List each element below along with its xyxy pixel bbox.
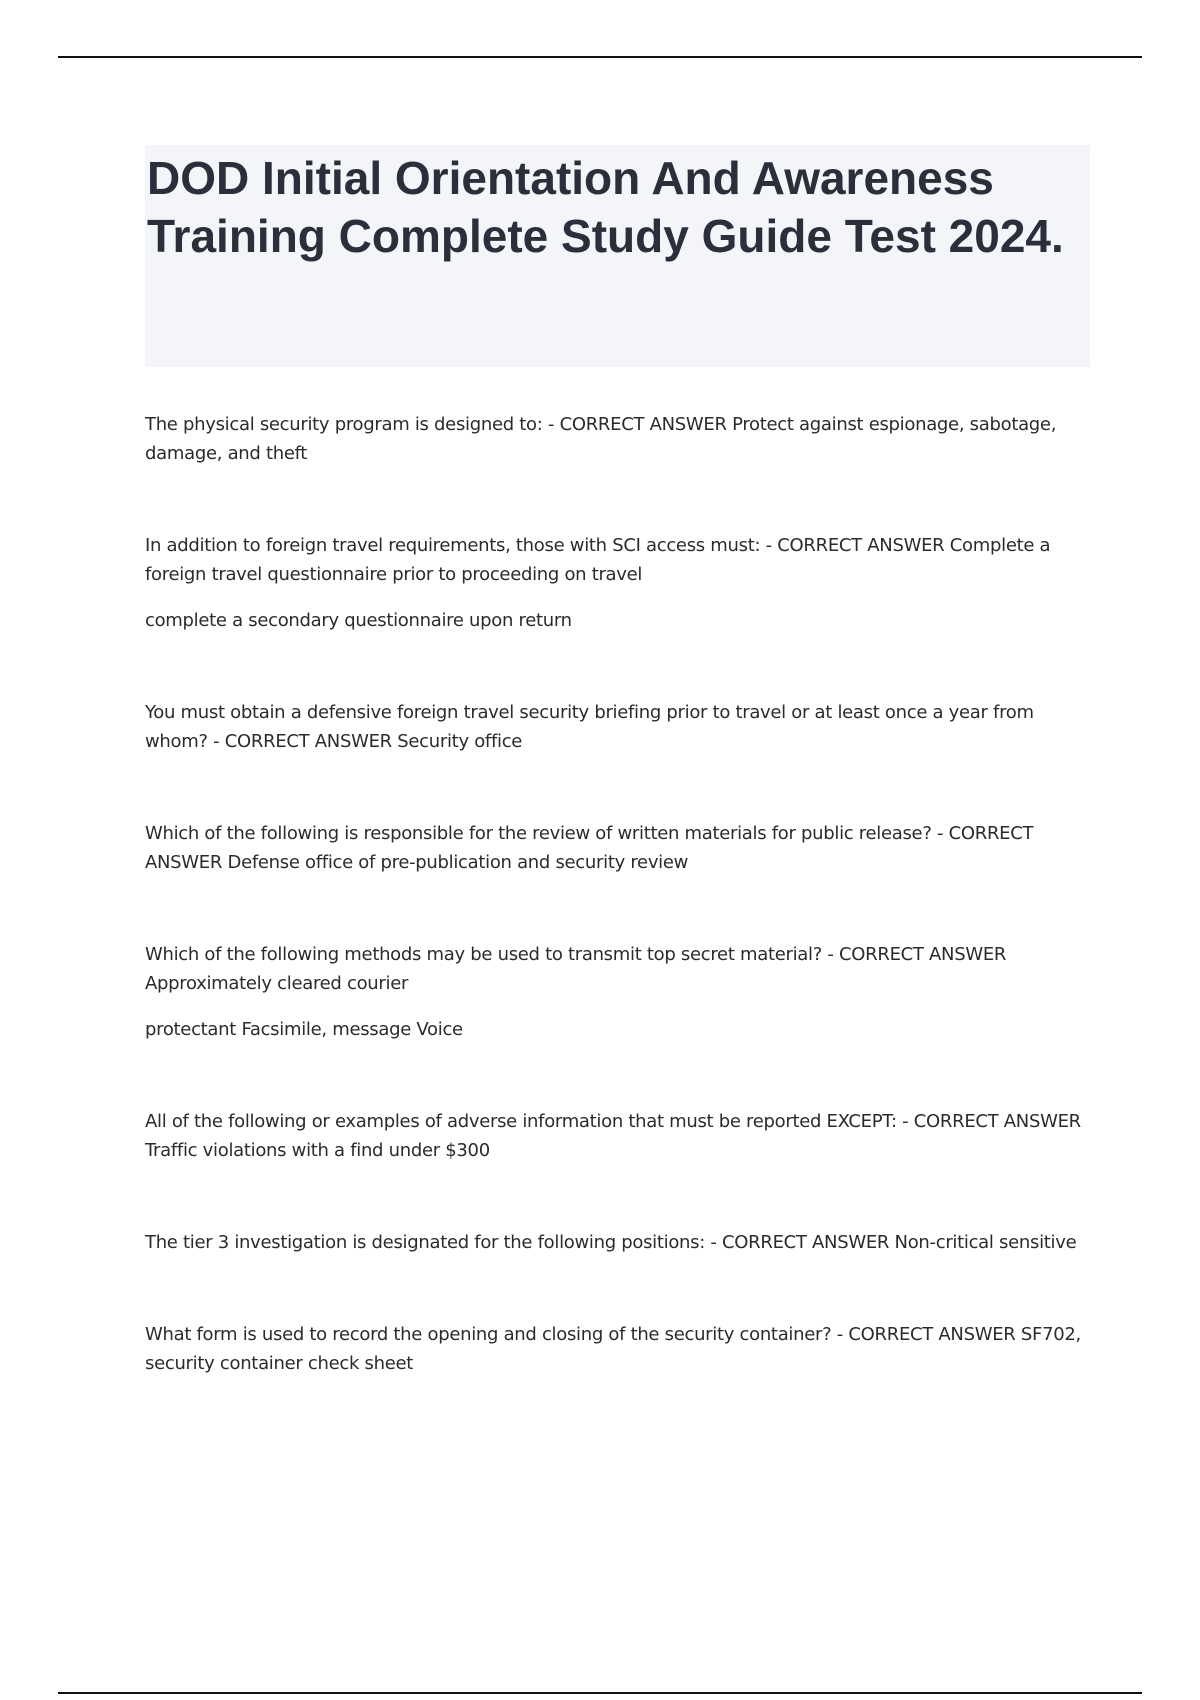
question-item [145,1107,1090,1165]
question-item [145,531,1090,635]
answer-continuation: protectant Facsimile, message Voice [145,1019,463,1040]
question-text: You must obtain a defensive foreign travel security briefing prior to travel or at least once a year from whom? - CORRECT ANSWER Security office [145,702,1034,752]
top-divider [58,56,1142,58]
question-item [145,1228,1090,1257]
title-banner [145,145,1090,367]
question-text: The tier 3 investigation is designated for the following positions: - CORRECT ANSWER Non-critical sensitive [145,1232,1077,1253]
question-text: Which of the following is responsible for the review of written materials for public release? - CORRECT ANSWER Defense office of pre-publication and security review [145,823,1034,873]
question-text: The physical security program is designed to: - CORRECT ANSWER Protect against espionage, sabotage, damage, and theft [145,414,1057,464]
document-title: DOD Initial Orientation And Awareness Training Complete Study Guide Test 2024. [147,152,1064,262]
question-item [145,940,1090,1044]
question-list [145,410,1090,1441]
question-text: All of the following or examples of adverse information that must be reported EXCEPT: - CORRECT ANSWER Traffic violations with a find under $300 [145,1111,1081,1161]
answer-continuation: complete a secondary questionnaire upon return [145,610,572,631]
question-item [145,819,1090,877]
question-text: Which of the following methods may be used to transmit top secret material? - CORRECT ANSWER Approximately cleared courier [145,944,1007,994]
question-text: In addition to foreign travel requirements, those with SCI access must: - CORRECT ANSWER Complete a foreign travel questionnaire prior to proceeding on travel [145,535,1051,585]
question-text: What form is used to record the opening and closing of the security container? - CORRECT ANSWER SF702, security container check sheet [145,1324,1081,1374]
question-item [145,698,1090,756]
question-item [145,1320,1090,1378]
question-item [145,410,1090,468]
bottom-divider [58,1692,1142,1694]
